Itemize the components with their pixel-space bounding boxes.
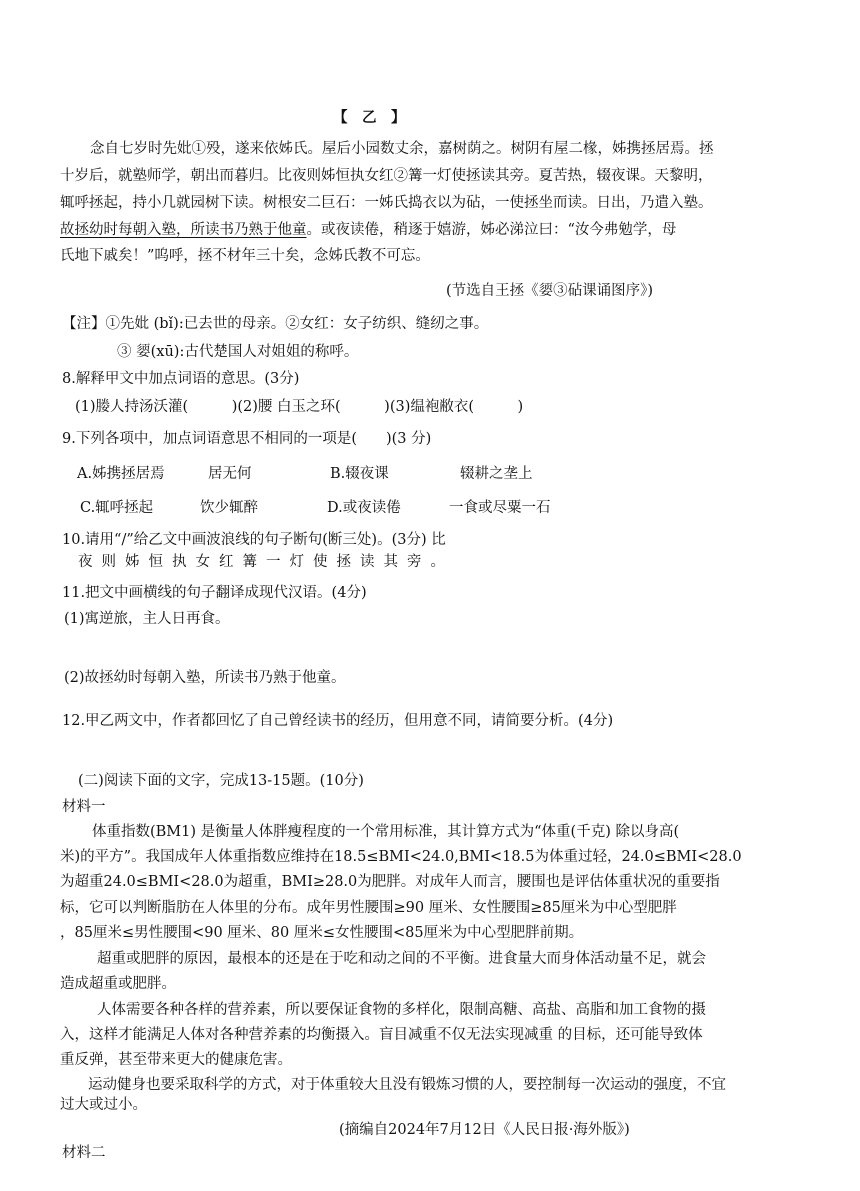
- passage-line: 氏地下戚矣！”呜呼，拯不材年三十矣，念姊氏教不可忘。: [60, 248, 430, 264]
- question-11: 11.把文中画横线的句子翻译成现代汉语。(4分): [62, 585, 367, 601]
- material-1-line: ，85厘米≤男性腰围<90 厘米、80 厘米≤女性腰围<85厘米为中心型肥胖前期。: [60, 925, 584, 941]
- option-d-2: 一食或尽粟一石: [449, 500, 551, 516]
- question-12: 12.甲乙两文中，作者都回忆了自己曾经读书的经历，但用意不同，请简要分析。(4分): [62, 713, 614, 729]
- note-line: 【注】①先妣 (bǐ):已去世的母亲。②女红：女子纺织、缝纫之事。: [62, 316, 489, 332]
- passage-line: [60, 220, 676, 240]
- question-11-item-1: (1)寓逆旅，主人日再食。: [64, 611, 230, 627]
- passage-heading: 【 乙 】: [333, 109, 406, 126]
- option-b-2: 辍耕之垄上: [460, 466, 533, 482]
- note-line: ③ 媭(xū):古代楚国人对姐姐的称呼。: [117, 344, 359, 360]
- option-c-1: C.辄呼拯起: [80, 500, 154, 516]
- material-1-line: 超重或肥胖的原因，最根本的还是在于吃和动之间的不平衡。进食量大而身体活动量不足，就会: [97, 951, 706, 967]
- material-1-line: 体重指数(BM1) 是衡量人体胖瘦程度的一个常用标准，其计算方式为“体重(千克) 除以身高(: [92, 824, 680, 840]
- material-1-label: 材料一: [62, 799, 106, 815]
- material-1-line: 造成超重或肥胖。: [60, 976, 176, 992]
- material-1-source: (摘编自2024年7月12日《人民日报·海外版》): [339, 1122, 630, 1138]
- option-a-1: A.姊携拯居焉: [77, 466, 165, 482]
- question-10: 10.请用“/”给乙文中画波浪线的句子断句(断三处)。(3分) 比: [62, 532, 446, 548]
- material-1-line: 过大或过小。: [60, 1097, 147, 1113]
- material-1-line: 为超重24.0≤BMI<28.0为超重，BMI≥28.0为肥胖。对成年人而言，腰围也是评估体重状况的重要指: [60, 874, 720, 890]
- material-2-label: 材料二: [62, 1145, 106, 1161]
- passage-source: (节选自王拯《媭③砧课诵图序》): [446, 283, 654, 299]
- material-1-line: 米)的平方”。我国成年人体重指数应维持在18.5≤BMI<24.0,BMI<18.5为体重过轻，24.0≤BMI<28.0: [60, 849, 742, 865]
- question-9: 9.下列各项中，加点词语意思不相同的一项是( )(3 分): [62, 431, 432, 447]
- passage-line: 念自七岁时先妣①殁，遂来依姊氏。屋后小园数丈余，嘉树荫之。树阴有屋二椽，姊携拯居焉。拯: [90, 141, 714, 157]
- question-11-item-2: (2)故拯幼时每朝入塾，所读书乃熟于他童。: [64, 670, 346, 686]
- question-10-sentence: 夜则姊恒执女红篝一灯使拯读其旁。: [78, 554, 454, 570]
- passage-line: 十岁后，就塾师学，朝出而暮归。比夜则姊恒执女红②篝一灯使拯读其旁。夏苦热，辍夜课。天黎明，: [60, 168, 713, 184]
- material-1-line: 标，它可以判断脂肪在人体里的分布。成年男性腰围≥90 厘米、女性腰围≥85厘米为中心型肥胖: [60, 900, 677, 916]
- passage-line-rest: 。或夜读倦，稍逐于嬉游，姊必涕泣曰：“汝今弗勉学，母: [306, 222, 677, 238]
- material-1-line: 运动健身也要采取科学的方式，对于体重较大且没有锻炼习惯的人，要控制每一次运动的强度，不宜: [88, 1077, 726, 1093]
- material-1-line: 人体需要各种各样的营养素，所以要保证食物的多样化，限制高糖、高盐、高脂和加工食物的摄: [97, 1002, 706, 1018]
- option-b-1: B.辍夜课: [330, 466, 389, 482]
- option-c-2: 饮少辄醉: [200, 500, 258, 516]
- question-8: 8.解释甲文中加点词语的意思。(3分): [62, 371, 300, 387]
- option-d-1: D.或夜读倦: [327, 500, 401, 516]
- question-8-items: (1)媵人持汤沃灌( )(2)腰 白玉之环( )(3)缊袍敝衣( ): [75, 399, 524, 415]
- passage-line: 辄呼拯起，持小几就园树下读。树根安二巨石：一姊氏捣衣以为砧，一使拯坐而读。日出，乃遣入塾。: [60, 195, 713, 211]
- material-1-line: 入，这样才能满足人体对各种营养素的均衡摄入。盲目减重不仅无法实现减重 的目标，还可能导致体: [60, 1027, 703, 1043]
- section-2-title: (二)阅读下面的文字，完成13-15题。(10分): [78, 773, 364, 789]
- option-a-2: 居无何: [208, 466, 252, 482]
- material-1-line: 重反弹，甚至带来更大的健康危害。: [60, 1052, 292, 1068]
- underlined-sentence: 故拯幼时每朝入塾，所读书乃熟于他童: [60, 222, 307, 238]
